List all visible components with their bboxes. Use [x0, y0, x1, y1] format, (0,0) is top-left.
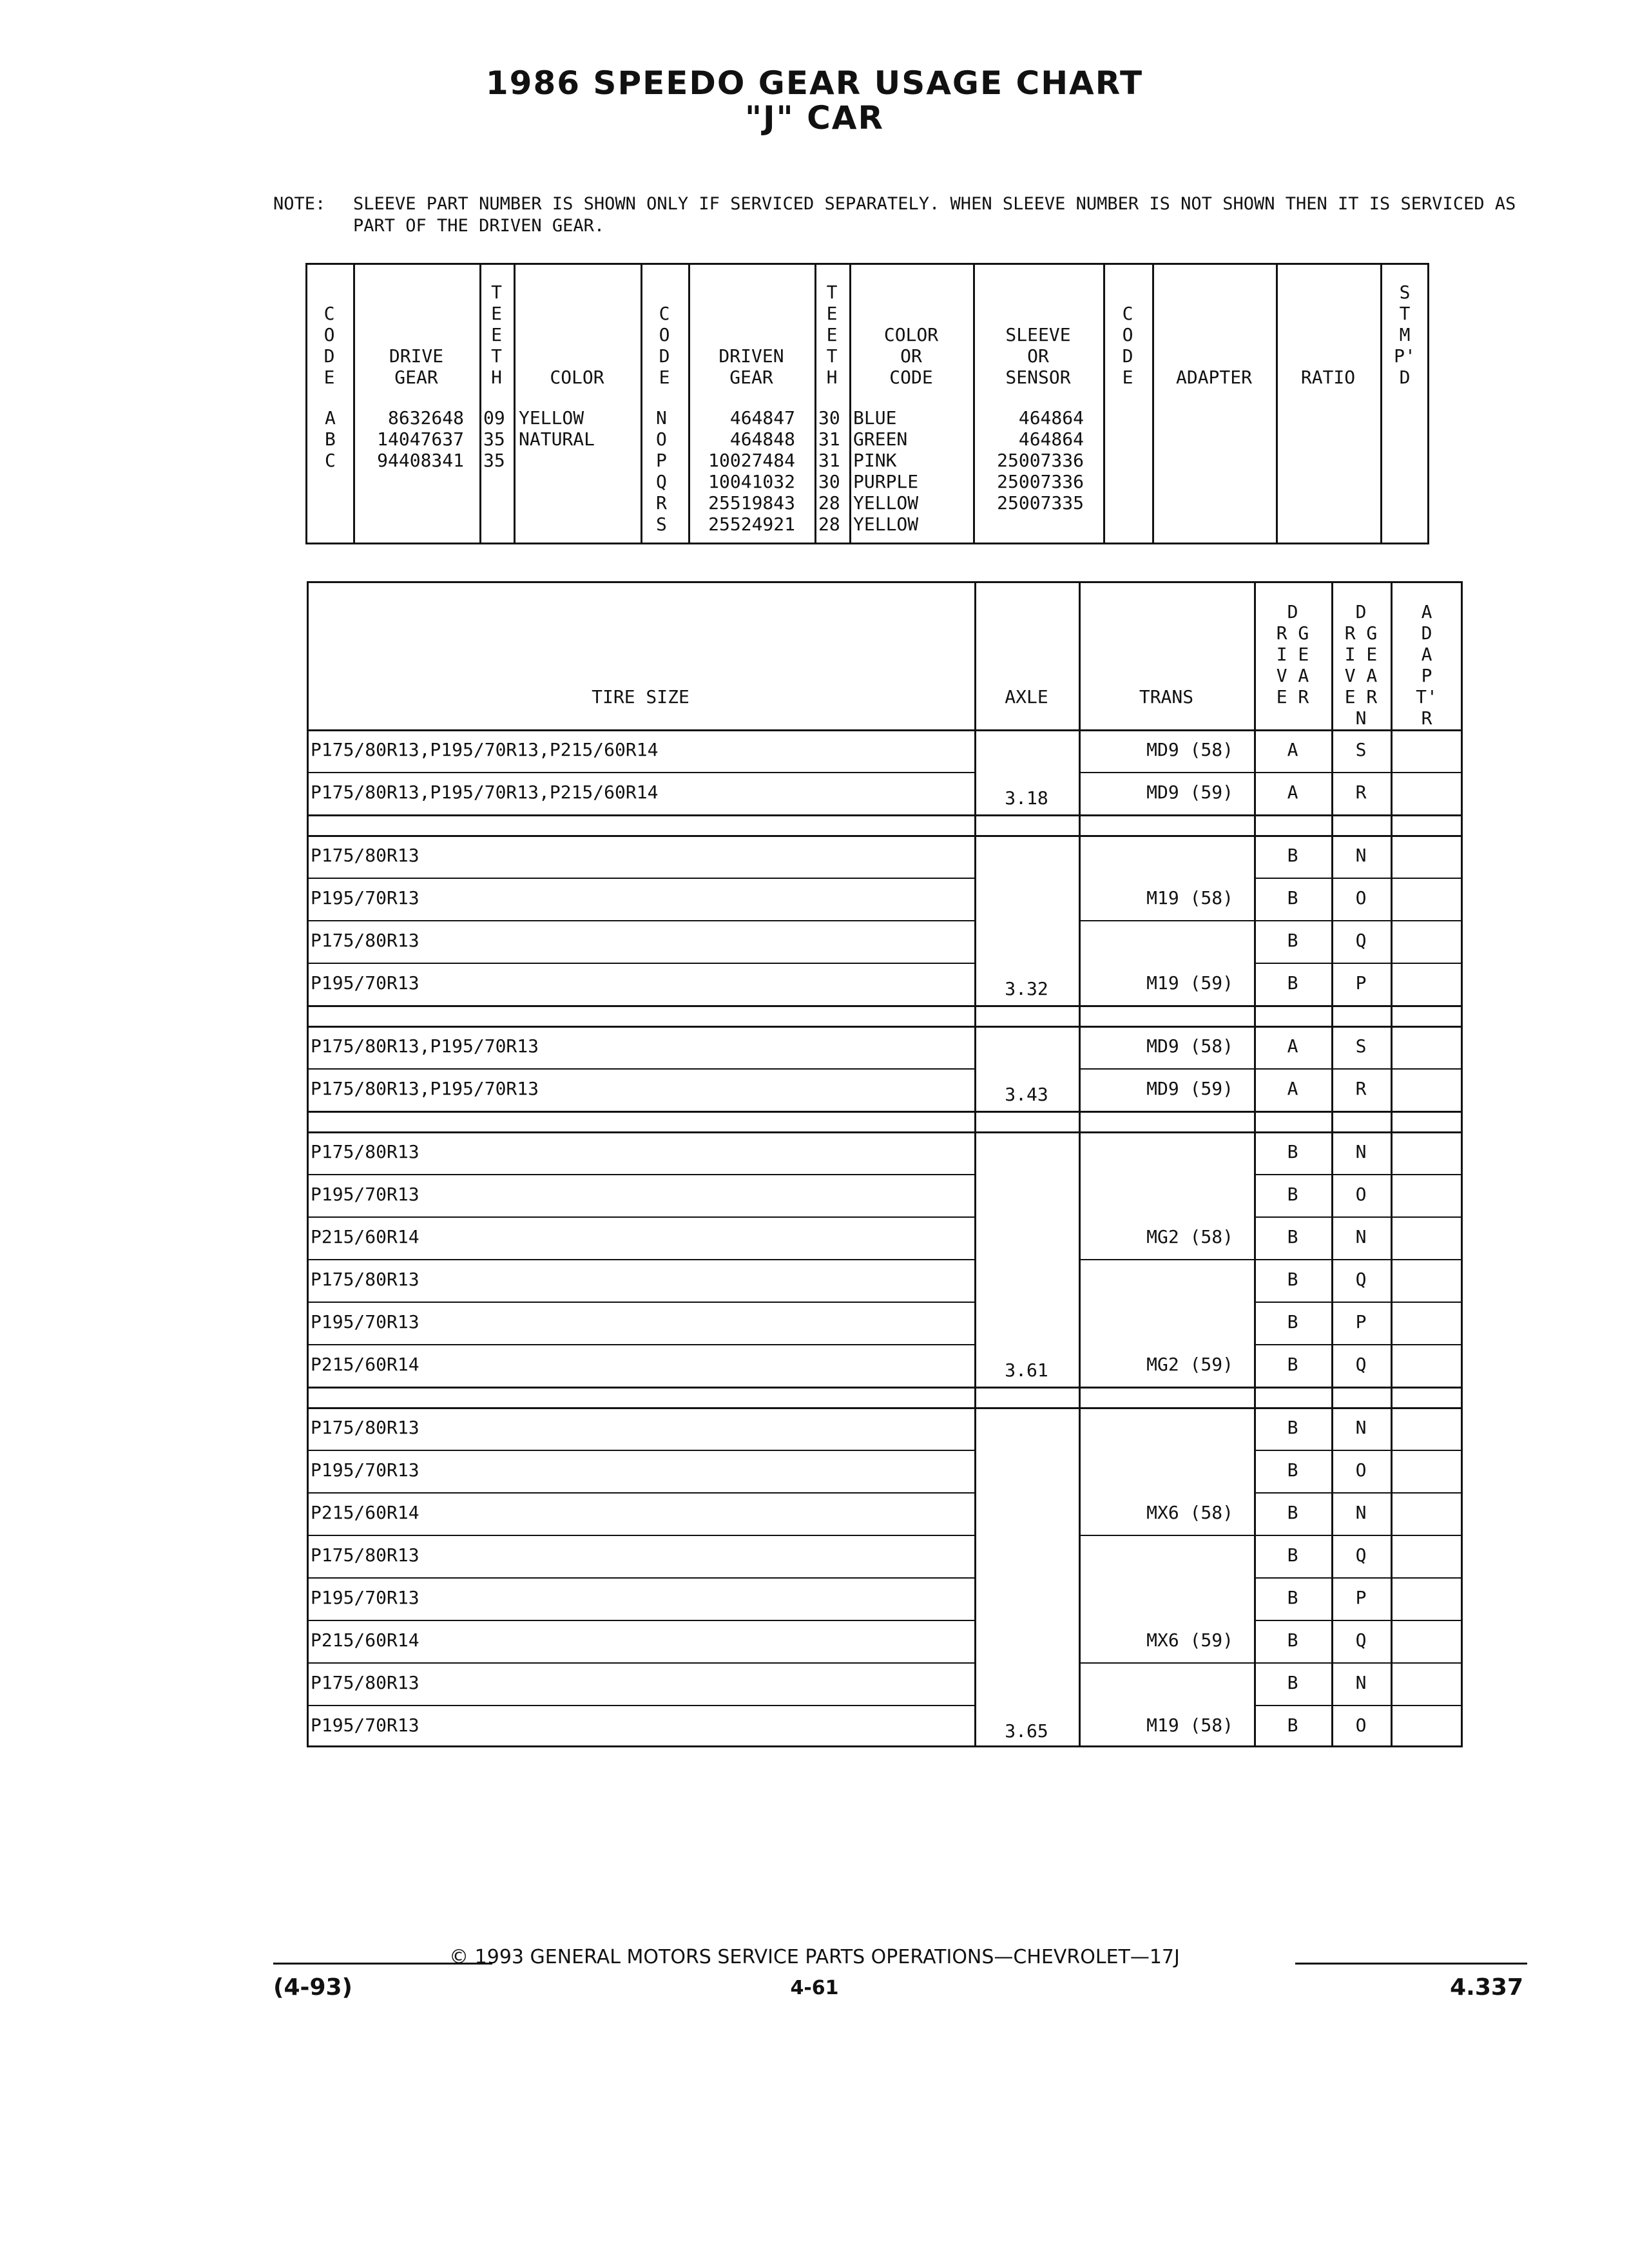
- drive-gear-code: A: [1287, 1078, 1298, 1099]
- table-row: [307, 1620, 1463, 1662]
- drive-gear-code: A: [1287, 739, 1298, 760]
- tire-size: P175/80R13,P195/70R13,P215/60R14: [311, 739, 659, 760]
- trans-code: MG2 (58): [1146, 1226, 1233, 1247]
- driven-teeth: 28: [818, 492, 840, 514]
- gear-hdr-code-char: D: [323, 345, 335, 367]
- sleeve-number: 25007336: [997, 450, 1084, 471]
- tire-size: P195/70R13: [311, 1184, 419, 1205]
- gear-hdr-stmpd-char: T: [1399, 303, 1411, 324]
- driven-gear-code: N: [1355, 1672, 1367, 1693]
- drive-gear-code: B: [1287, 845, 1298, 866]
- drive-gear-code: B: [1287, 1544, 1298, 1566]
- trans-code: MG2 (59): [1146, 1354, 1233, 1375]
- usage-hdr-adapter-char: D: [1421, 622, 1432, 644]
- drive-gear-code: A: [1287, 782, 1298, 803]
- trans-code: M19 (58): [1146, 1715, 1233, 1736]
- trans-code: MD9 (59): [1146, 782, 1233, 803]
- tire-size: P215/60R14: [311, 1629, 419, 1651]
- tire-size: P195/70R13: [311, 1311, 419, 1332]
- gear-hdr-code: [305, 303, 353, 388]
- driven-color: GREEN: [853, 428, 908, 450]
- gear-col-rule-6: [849, 263, 851, 544]
- group-rule-top: [307, 1387, 1463, 1389]
- group-rule-bottom: [307, 835, 1463, 837]
- drive-teeth: 35: [483, 450, 505, 471]
- gear-hdr-code-char: O: [323, 324, 335, 345]
- usage-hdr-driven-gear-char: V A: [1344, 665, 1378, 686]
- driven-gear-code: O: [1355, 1184, 1367, 1205]
- gear-hdr-teeth-char: T: [491, 282, 502, 303]
- table-row: [307, 772, 1463, 814]
- drive-gear-code: B: [1287, 1354, 1298, 1375]
- driven-gear-code: S: [1355, 739, 1367, 760]
- trans-code: M19 (59): [1146, 972, 1233, 994]
- driven-teeth: 30: [818, 471, 840, 492]
- trans-code: MD9 (58): [1146, 1035, 1233, 1057]
- gear-hdr-driven-gear: DRIVEN GEAR: [718, 345, 784, 388]
- table-row: [307, 1535, 1463, 1577]
- driven-color: YELLOW: [853, 492, 919, 514]
- footer-page-number: 4.337: [1450, 1974, 1523, 2001]
- title-line-1: 1986 SPEEDO GEAR USAGE CHART: [485, 64, 1144, 102]
- trans-code: MD9 (58): [1146, 739, 1233, 760]
- drive-gear-code: B: [1287, 1715, 1298, 1736]
- drive-gear-code: B: [1287, 1269, 1298, 1290]
- drive-code: C: [325, 450, 336, 471]
- usage-hdr-driven-gear-char: I E: [1344, 644, 1378, 665]
- table-row: [307, 1450, 1463, 1492]
- driven-gear-code: P: [1355, 1311, 1367, 1332]
- driven-gear-code: O: [1355, 1715, 1367, 1736]
- gear-hdr-teeth-char: E: [491, 303, 502, 324]
- usage-hdr-drive-gear-char: D: [1287, 601, 1298, 622]
- usage-hdr-drive-gear-char: E R: [1276, 686, 1309, 707]
- driven-gear-code: Q: [1355, 930, 1367, 951]
- drive-gear-code: B: [1287, 1184, 1298, 1205]
- driven-color: YELLOW: [853, 514, 919, 535]
- sleeve-number: 25007336: [997, 471, 1084, 492]
- driven-code: N: [656, 407, 667, 428]
- drive-gear-code: B: [1287, 930, 1298, 951]
- gear-hdr-teeth-2-char: T: [826, 282, 838, 303]
- driven-gear-code: Q: [1355, 1269, 1367, 1290]
- driven-gear-code: Q: [1355, 1544, 1367, 1566]
- gear-hdr-teeth-2-char: T: [826, 345, 838, 367]
- gear-col-rule-9: [1152, 263, 1154, 544]
- usage-hdr-adapter-char: R: [1421, 707, 1432, 729]
- axle-ratio: 3.43: [1005, 1084, 1048, 1105]
- drive-code: A: [325, 407, 336, 428]
- gear-col-rule-2: [514, 263, 516, 544]
- table-row: [307, 878, 1463, 920]
- gear-hdr-teeth-char: H: [491, 367, 502, 388]
- drive-gear-code: B: [1287, 887, 1298, 908]
- trans-code: M19 (58): [1146, 887, 1233, 908]
- drive-color: NATURAL: [519, 428, 595, 450]
- driven-code: O: [656, 428, 667, 450]
- usage-hdr-adapter-char: A: [1421, 644, 1432, 665]
- driven-gear-code: R: [1355, 782, 1367, 803]
- driven-gear-code: P: [1355, 972, 1367, 994]
- axle-ratio: 3.32: [1005, 978, 1048, 999]
- trans-code: MX6 (58): [1146, 1502, 1233, 1523]
- gear-hdr-code-2-char: C: [659, 303, 670, 324]
- gear-hdr-code-char: E: [323, 367, 335, 388]
- driven-gear-number: 10027484: [708, 450, 795, 471]
- table-row: [307, 1216, 1463, 1259]
- driven-gear-code: S: [1355, 1035, 1367, 1057]
- driven-teeth: 31: [818, 428, 840, 450]
- axle-ratio: 3.18: [1005, 787, 1048, 809]
- drive-gear-code: B: [1287, 1629, 1298, 1651]
- gear-hdr-stmpd-char: D: [1399, 367, 1411, 388]
- driven-gear-code: N: [1355, 1417, 1367, 1438]
- drive-gear-code: B: [1287, 1226, 1298, 1247]
- gear-hdr-code-3-char: E: [1122, 367, 1133, 388]
- driven-code: R: [656, 492, 667, 514]
- drive-gear-code: B: [1287, 1459, 1298, 1481]
- footer-page-mid: 4-61: [790, 1977, 839, 1999]
- group-rule-top: [307, 814, 1463, 816]
- gear-hdr-stmpd-char: S: [1399, 282, 1411, 303]
- driven-gear-code: O: [1355, 887, 1367, 908]
- tire-size: P195/70R13: [311, 1715, 419, 1736]
- tire-size: P175/80R13,P195/70R13: [311, 1035, 539, 1057]
- gear-hdr-code-2: [641, 303, 688, 388]
- driven-gear-code: N: [1355, 1141, 1367, 1162]
- driven-gear-number: 10041032: [708, 471, 795, 492]
- usage-hdr-driven-gear-char: R G: [1344, 622, 1378, 644]
- driven-gear-code: P: [1355, 1587, 1367, 1608]
- usage-hdr-driven-gear-char: E R: [1344, 686, 1378, 707]
- gear-hdr-drive-gear: DRIVE GEAR: [389, 345, 444, 388]
- usage-hdr-drive-gear-char: V A: [1276, 665, 1309, 686]
- gear-hdr-code-char: C: [323, 303, 335, 324]
- driven-gear-number: 25524921: [708, 514, 795, 535]
- table-row: [307, 1407, 1463, 1450]
- table-row: [307, 1577, 1463, 1620]
- gear-col-rule-10: [1276, 263, 1278, 544]
- gear-hdr-code-3: [1103, 303, 1152, 388]
- drive-gear-code: B: [1287, 1502, 1298, 1523]
- drive-gear-number: 94408341: [377, 450, 464, 471]
- driven-teeth: 30: [818, 407, 840, 428]
- gear-hdr-teeth-2-char: H: [826, 367, 838, 388]
- table-row: [307, 729, 1463, 772]
- usage-hdr-adapter-char: T': [1416, 686, 1438, 707]
- driven-gear-code: N: [1355, 1226, 1367, 1247]
- table-row: [307, 1662, 1463, 1705]
- drive-gear-number: 8632648: [387, 407, 464, 428]
- usage-hdr-tire-size: TIRE SIZE: [592, 686, 689, 707]
- footer-date: (4-93): [273, 1974, 352, 2001]
- note-text: SLEEVE PART NUMBER IS SHOWN ONLY IF SERVICED SEPARATELY. WHEN SLEEVE NUMBER IS NOT SHOWN THEN IT IS SERVICED AS PART OF THE DRIVEN GEAR.: [353, 194, 1516, 236]
- sleeve-number: 464864: [1018, 407, 1084, 428]
- gear-hdr-color-code: COLOR OR CODE: [883, 324, 939, 388]
- driven-code: P: [656, 450, 667, 471]
- drive-gear-code: B: [1287, 1141, 1298, 1162]
- drive-teeth: 09: [483, 407, 505, 428]
- group-rule-top: [307, 1111, 1463, 1113]
- drive-gear-number: 14047637: [377, 428, 464, 450]
- tire-size: P215/60R14: [311, 1502, 419, 1523]
- gear-hdr-adapter: ADAPTER: [1175, 367, 1252, 388]
- gear-hdr-stmpd-char: M: [1399, 324, 1411, 345]
- drive-teeth: 35: [483, 428, 505, 450]
- gear-hdr-code-3-char: C: [1122, 303, 1133, 324]
- driven-code: S: [656, 514, 667, 535]
- driven-gear-code: N: [1355, 845, 1367, 866]
- gear-hdr-teeth-2-char: E: [826, 303, 838, 324]
- table-row: [307, 1302, 1463, 1344]
- group-rule-bottom: [307, 1131, 1463, 1133]
- driven-gear-number: 464847: [729, 407, 795, 428]
- drive-gear-code: B: [1287, 972, 1298, 994]
- driven-color: PINK: [853, 450, 897, 471]
- tire-size: P175/80R13,P195/70R13,P215/60R14: [311, 782, 659, 803]
- trans-code: MX6 (59): [1146, 1629, 1233, 1651]
- driven-gear-code: O: [1355, 1459, 1367, 1481]
- gear-hdr-code-3-char: D: [1122, 345, 1133, 367]
- table-row: [307, 1131, 1463, 1174]
- document-title: [0, 66, 1629, 135]
- usage-hdr-adapter-char: P: [1421, 665, 1432, 686]
- note-label: NOTE:: [273, 194, 326, 214]
- table-row: [307, 1174, 1463, 1216]
- driven-gear-code: N: [1355, 1502, 1367, 1523]
- driven-code: Q: [656, 471, 667, 492]
- tire-size: P175/80R13: [311, 1141, 419, 1162]
- usage-hdr-drive-gear-char: I E: [1276, 644, 1309, 665]
- usage-hdr-adapter-char: A: [1421, 601, 1432, 622]
- usage-hdr-drive-gear: [1254, 601, 1331, 707]
- gear-hdr-sleeve: SLEEVE OR SENSOR: [1005, 324, 1071, 388]
- gear-hdr-code-2-char: D: [659, 345, 670, 367]
- table-row: [307, 1068, 1463, 1111]
- group-rule-top: [307, 1005, 1463, 1007]
- gear-hdr-code-2-char: O: [659, 324, 670, 345]
- table-row: [307, 835, 1463, 878]
- sleeve-number: 464864: [1018, 428, 1084, 450]
- tire-size: P195/70R13: [311, 1587, 419, 1608]
- drive-code: B: [325, 428, 336, 450]
- gear-hdr-ratio: RATIO: [1300, 367, 1356, 388]
- gear-hdr-teeth-2: [815, 282, 849, 388]
- title-line-2: "J" CAR: [744, 99, 884, 137]
- table-row: [307, 963, 1463, 1005]
- gear-hdr-teeth-char: T: [491, 345, 502, 367]
- tire-size: P175/80R13: [311, 1672, 419, 1693]
- driven-teeth: 28: [818, 514, 840, 535]
- drive-gear-code: A: [1287, 1035, 1298, 1057]
- usage-hdr-adapter: [1391, 601, 1463, 729]
- tire-size: P175/80R13: [311, 1544, 419, 1566]
- table-row: [307, 1259, 1463, 1302]
- gear-hdr-stmpd-char: P': [1394, 345, 1416, 367]
- tire-size: P175/80R13,P195/70R13: [311, 1078, 539, 1099]
- tire-size: P175/80R13: [311, 845, 419, 866]
- drive-gear-code: B: [1287, 1417, 1298, 1438]
- sleeve-number: 25007335: [997, 492, 1084, 514]
- driven-gear-code: Q: [1355, 1629, 1367, 1651]
- gear-hdr-color: COLOR: [550, 367, 604, 388]
- driven-color: PURPLE: [853, 471, 919, 492]
- tire-size: P215/60R14: [311, 1354, 419, 1375]
- driven-gear-number: 25519843: [708, 492, 795, 514]
- gear-hdr-teeth-char: E: [491, 324, 502, 345]
- usage-hdr-driven-gear-char: D: [1355, 601, 1367, 622]
- tire-size: P195/70R13: [311, 1459, 419, 1481]
- driven-color: BLUE: [853, 407, 897, 428]
- gear-hdr-code-3-char: O: [1122, 324, 1133, 345]
- drive-gear-code: B: [1287, 1587, 1298, 1608]
- tire-size: P175/80R13: [311, 1417, 419, 1438]
- gear-hdr-stmpd: [1380, 282, 1429, 388]
- driven-gear-code: Q: [1355, 1354, 1367, 1375]
- gear-hdr-teeth: [479, 282, 514, 388]
- tire-size: P215/60R14: [311, 1226, 419, 1247]
- driven-teeth: 31: [818, 450, 840, 471]
- drive-gear-code: B: [1287, 1311, 1298, 1332]
- drive-color: YELLOW: [519, 407, 584, 428]
- driven-gear-code: R: [1355, 1078, 1367, 1099]
- table-row: [307, 920, 1463, 963]
- usage-hdr-drive-gear-char: R G: [1276, 622, 1309, 644]
- trans-code: MD9 (59): [1146, 1078, 1233, 1099]
- table-row: [307, 1344, 1463, 1387]
- table-row: [307, 1026, 1463, 1068]
- drive-gear-code: B: [1287, 1672, 1298, 1693]
- usage-hdr-axle: AXLE: [1005, 686, 1048, 707]
- axle-ratio: 3.65: [1005, 1720, 1048, 1742]
- usage-hdr-driven-gear: [1331, 601, 1391, 729]
- axle-ratio: 3.61: [1005, 1360, 1048, 1381]
- group-rule-bottom: [307, 1407, 1463, 1409]
- table-row: [307, 1492, 1463, 1535]
- footer-copyright: © 1993 GENERAL MOTORS SERVICE PARTS OPERATIONS—CHEVROLET—17J: [449, 1946, 1180, 1968]
- usage-hdr-trans: TRANS: [1139, 686, 1194, 707]
- tire-size: P195/70R13: [311, 972, 419, 994]
- gear-col-rule-0: [353, 263, 355, 544]
- group-rule-bottom: [307, 1026, 1463, 1028]
- driven-gear-number: 464848: [729, 428, 795, 450]
- table-row: [307, 1705, 1463, 1747]
- gear-hdr-code-2-char: E: [659, 367, 670, 388]
- tire-size: P195/70R13: [311, 887, 419, 908]
- tire-size: P175/80R13: [311, 930, 419, 951]
- gear-hdr-teeth-2-char: E: [826, 324, 838, 345]
- tire-size: P175/80R13: [311, 1269, 419, 1290]
- usage-hdr-driven-gear-char: N: [1355, 707, 1367, 729]
